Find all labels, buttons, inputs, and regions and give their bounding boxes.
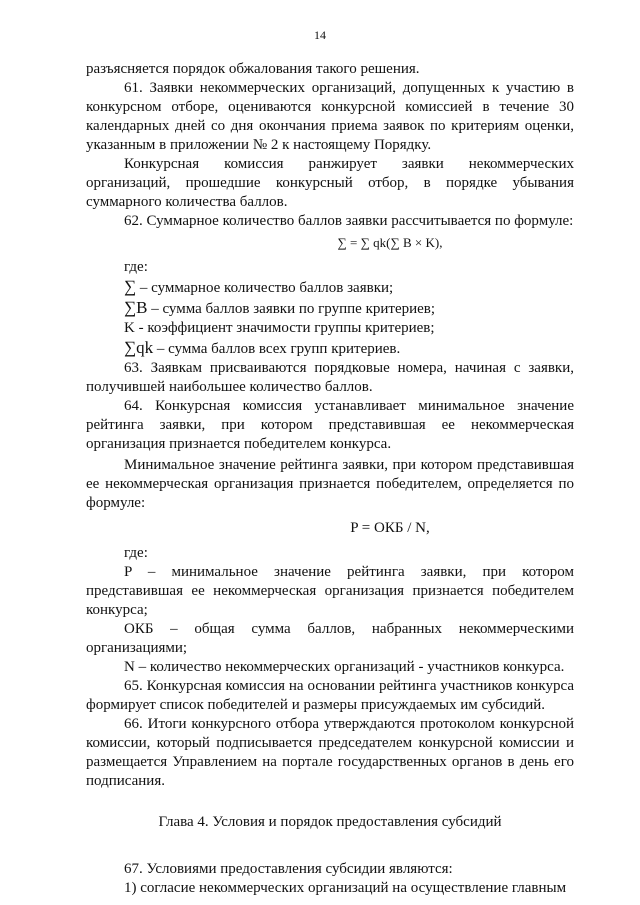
qk-symbol: ∑qk xyxy=(124,338,154,357)
formula-min-rating: P = ОКБ / N, xyxy=(350,520,430,536)
definition-group-sum xyxy=(86,298,574,319)
page-number: 14 xyxy=(314,28,326,42)
definition-okb: ОКБ – общая сумма баллов, набранных некоммерческими организациями; xyxy=(86,621,574,656)
paragraph-64-min-rating: Минимальное значение рейтинга заявки, при котором представившая ее некоммерческая организация признается победителем, определяется по формуле: xyxy=(86,457,574,511)
where-label-1: где: xyxy=(124,259,148,275)
paragraph-64: 64. Конкурсная комиссия устанавливает минимальное значение рейтинга заявки, при котором представившая ее некоммерческая организация признается победителем конкурса. xyxy=(86,398,574,452)
paragraph-63: 63. Заявкам присваиваются порядковые номера, начиная с заявки, получившей наибольшее количество баллов. xyxy=(86,360,574,395)
definition-group-sum-text: – сумма баллов заявки по группе критериев; xyxy=(147,301,436,317)
definition-sum xyxy=(86,277,574,298)
group-sum-symbol: ∑B xyxy=(124,298,148,317)
definition-qk xyxy=(86,338,574,359)
paragraph-66: 66. Итоги конкурсного отбора утверждаются протоколом конкурсной комиссии, который подписывается председателем конкурсной комиссии и размещается Управлением на портале государственных органов в день его подписания. xyxy=(86,716,574,789)
paragraph-62: 62. Суммарное количество баллов заявки рассчитывается по формуле: xyxy=(124,213,574,229)
formula-total-score: ∑ = ∑ qk(∑ B × K), xyxy=(337,235,443,250)
definition-sum-text: – суммарное количество баллов заявки; xyxy=(136,280,394,296)
chapter-heading: Глава 4. Условия и порядок предоставления субсидий xyxy=(158,814,502,830)
sum-symbol: ∑ xyxy=(124,277,137,296)
paragraph-intro: разъясняется порядок обжалования такого решения. xyxy=(86,61,420,77)
paragraph-65: 65. Конкурсная комиссия на основании рейтинга участников конкурса формирует список победителей и размеры присуждаемых им субсидий. xyxy=(86,678,574,713)
paragraph-61: 61. Заявки некоммерческих организаций, допущенных к участию в конкурсном отборе, оцениваются конкурсной комиссией в течение 30 календарных дней со дня окончания приема заявок по критериям оценки, указанным в приложении № 2 к настоящему Порядку. xyxy=(86,80,574,153)
paragraph-67-1: 1) согласие некоммерческих организаций на осуществление главным xyxy=(124,880,567,896)
definition-k: K - коэффициент значимости группы критериев; xyxy=(124,320,435,336)
definition-qk-text: – сумма баллов всех групп критериев. xyxy=(153,341,401,357)
document-body xyxy=(86,60,574,898)
where-label-2: где: xyxy=(124,545,148,561)
definition-n: N – количество некоммерческих организаций - участников конкурса. xyxy=(124,659,565,675)
paragraph-61-ranking: Конкурсная комиссия ранжирует заявки некоммерческих организаций, прошедшие конкурсный отбор, в порядке убывания суммарного количества баллов. xyxy=(86,156,574,210)
paragraph-67: 67. Условиями предоставления субсидии являются: xyxy=(124,861,453,877)
definition-p: P – минимальное значение рейтинга заявки, при котором представившая ее некоммерческая организация признается победителем конкурса; xyxy=(86,564,574,618)
